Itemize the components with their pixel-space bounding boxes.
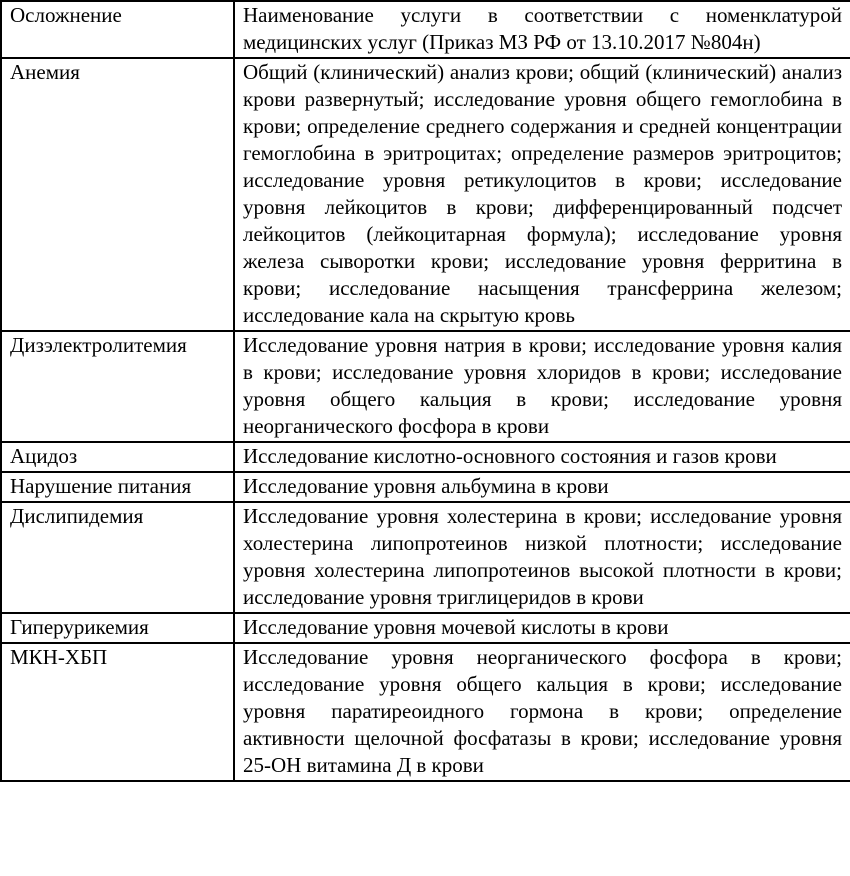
header-complication: Осложнение [1,1,234,58]
services-cell: Исследование кислотно-основного состояния и газов крови [234,442,850,472]
complication-cell: Гиперурикемия [1,613,234,643]
table-row [1,643,850,781]
table-row [1,442,850,472]
table-header-row [1,1,850,58]
table-row [1,472,850,502]
services-cell: Исследование уровня альбумина в крови [234,472,850,502]
table-row [1,613,850,643]
header-services: Наименование услуги в соответствии с номенклатурой медицинских услуг (Приказ МЗ РФ от 13.10.2017 №804н) [234,1,850,58]
services-cell: Общий (клинический) анализ крови; общий (клинический) анализ крови развернутый; исследование уровня общего гемоглобина в крови; определение среднего содержания и средней концентрации гемоглобина в эритроцитах; определение размеров эритроцитов; исследование уровня ретикулоцитов в крови; исследование уровня лейкоцитов в крови; дифференцированный подсчет лейкоцитов (лейкоцитарная формула); исследование уровня железа сыворотки крови; исследование уровня ферритина в крови; исследование насыщения трансферрина железом; исследование кала на скрытую кровь [234,58,850,331]
complication-cell: Дислипидемия [1,502,234,613]
services-cell: Исследование уровня неорганического фосфора в крови; исследование уровня общего кальция в крови; исследование уровня паратиреоидного гормона в крови; определение активности щелочной фосфатазы в крови; исследование уровня 25-ОН витамина Д в крови [234,643,850,781]
services-cell: Исследование уровня натрия в крови; исследование уровня калия в крови; исследование уровня хлоридов в крови; исследование уровня общего кальция в крови; исследование уровня неорганического фосфора в крови [234,331,850,442]
services-cell: Исследование уровня холестерина в крови; исследование уровня холестерина липопротеинов низкой плотности; исследование уровня холестерина липопротеинов высокой плотности в крови; исследование уровня триглицеридов в крови [234,502,850,613]
complication-cell: Дизэлектролитемия [1,331,234,442]
complication-cell: Нарушение питания [1,472,234,502]
table-row [1,502,850,613]
complication-cell: МКН-ХБП [1,643,234,781]
services-cell: Исследование уровня мочевой кислоты в крови [234,613,850,643]
table-row [1,58,850,331]
table-row [1,331,850,442]
complication-cell: Ацидоз [1,442,234,472]
complication-cell: Анемия [1,58,234,331]
